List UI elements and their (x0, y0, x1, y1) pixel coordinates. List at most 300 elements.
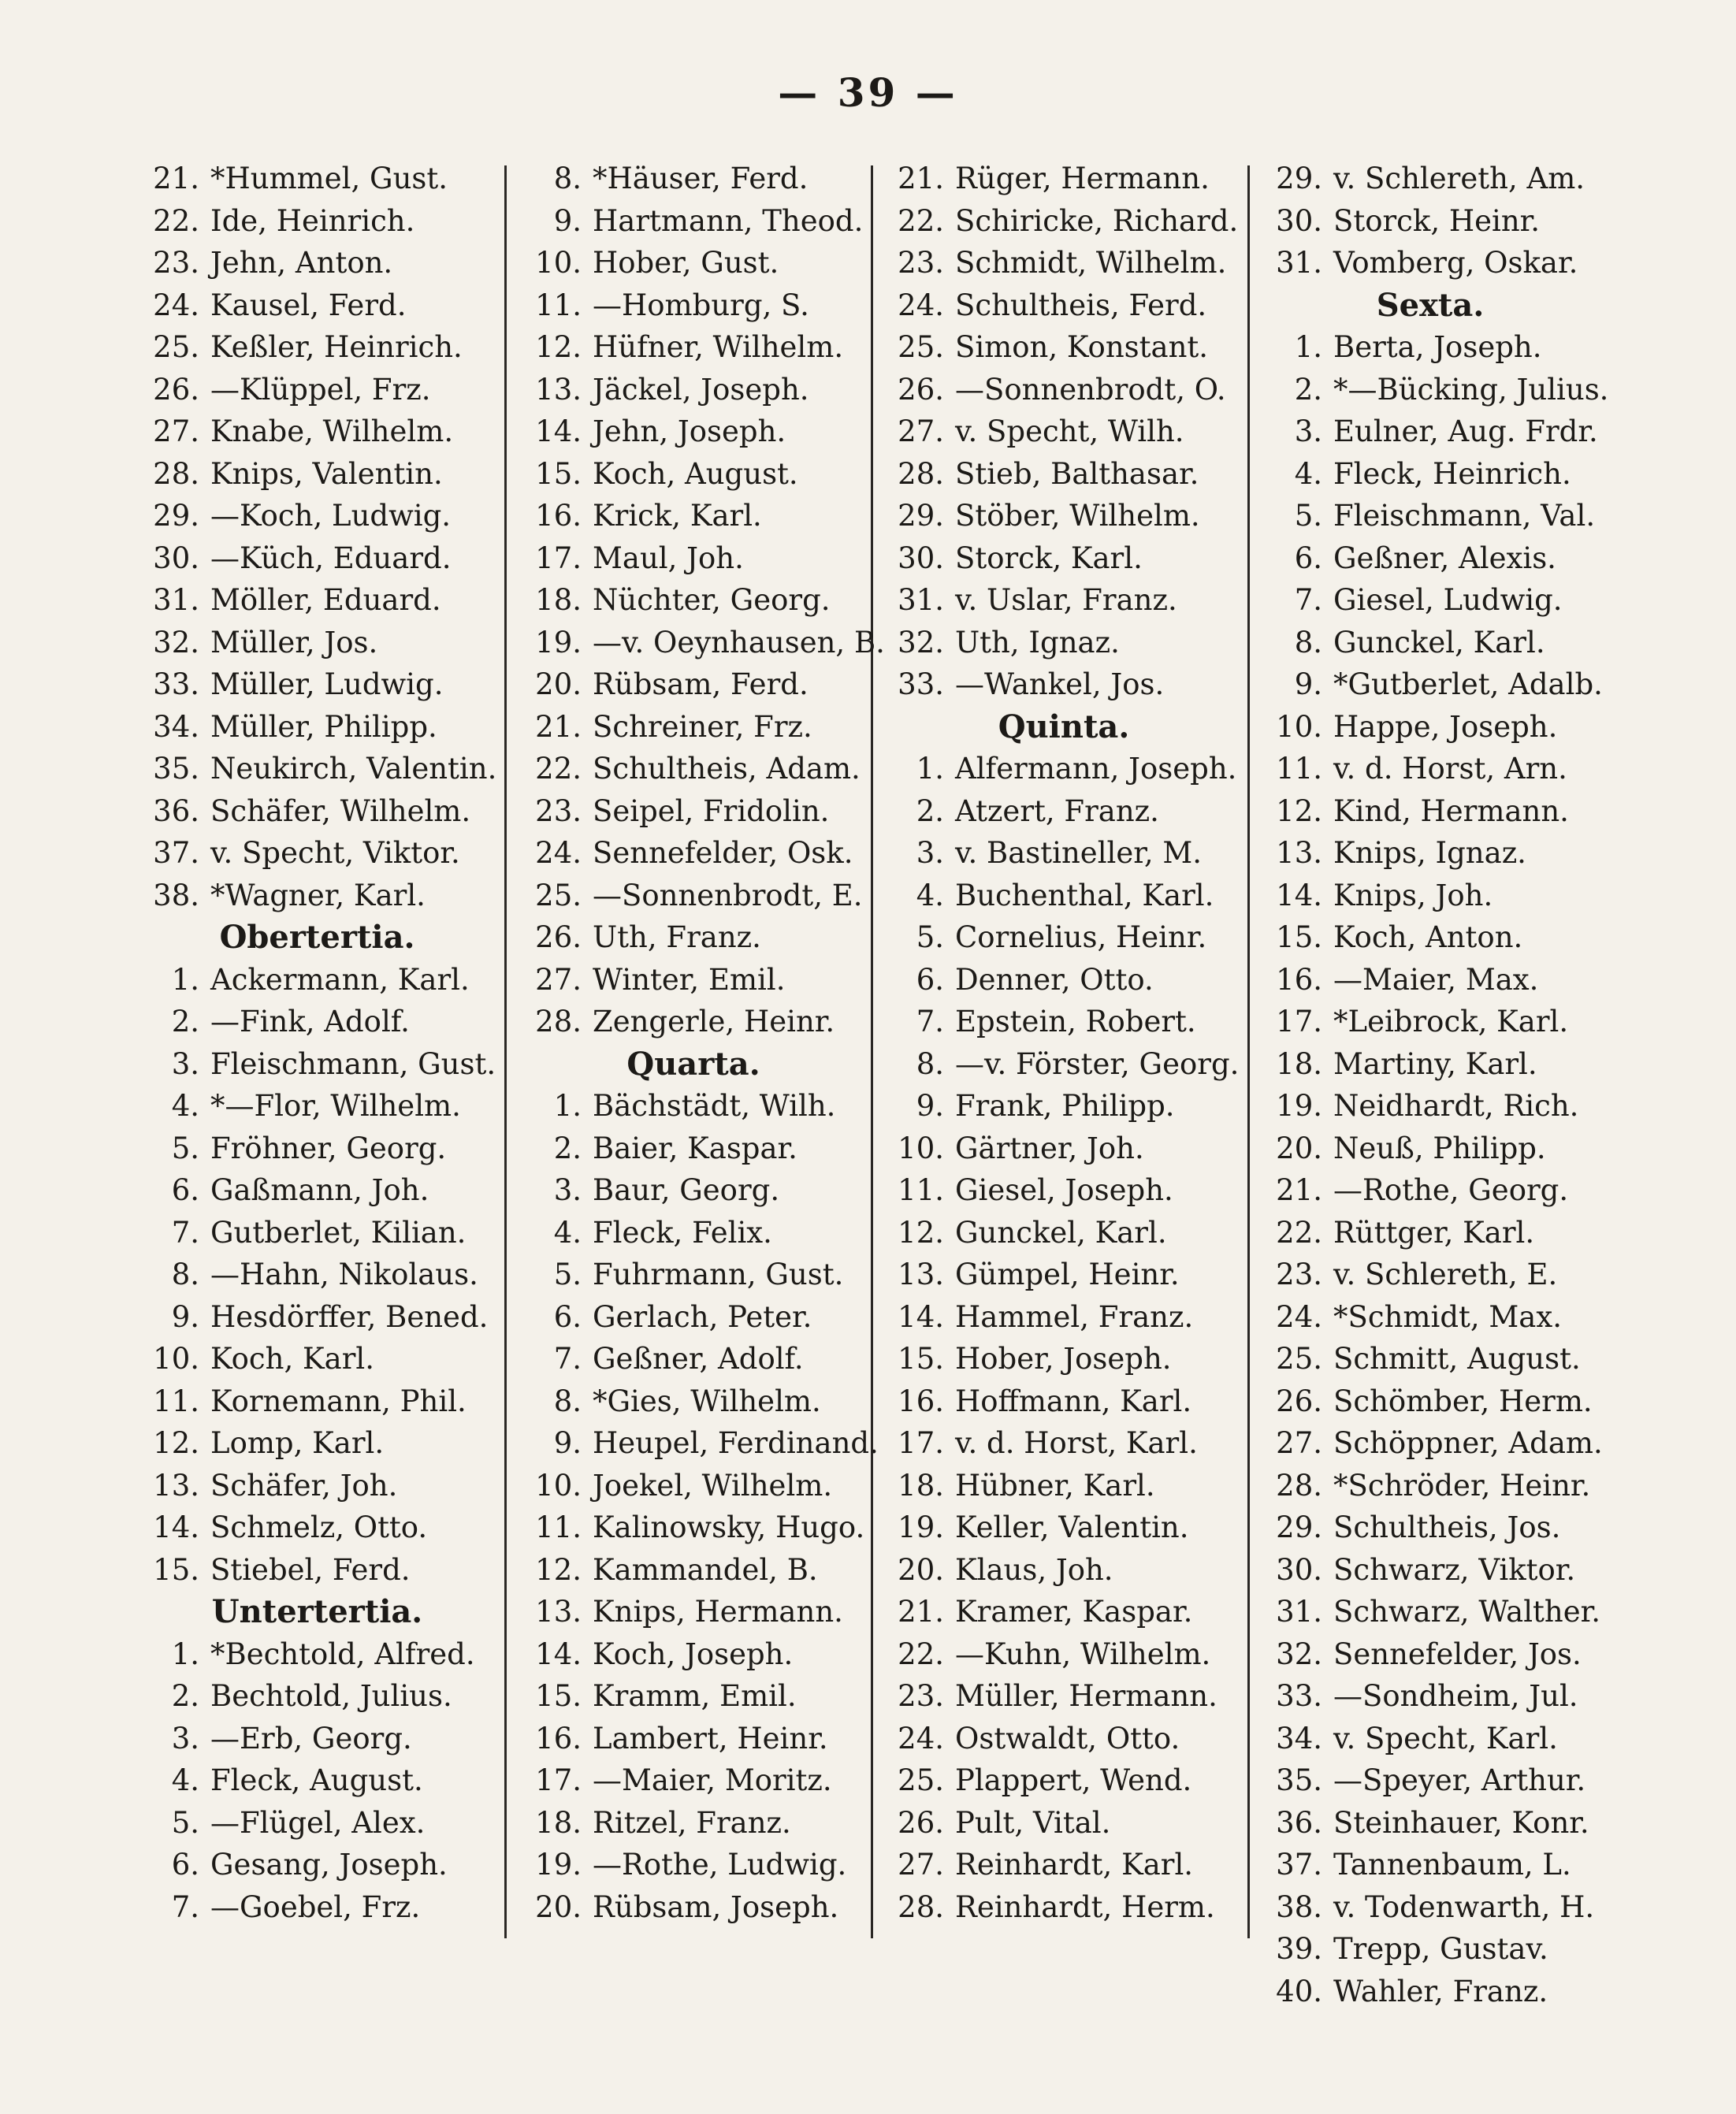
entry-number: 22. (1276, 1215, 1322, 1250)
entry-number: 30. (1276, 1552, 1322, 1587)
name-column-4 (1261, 158, 1609, 2012)
student-entry (138, 326, 496, 369)
entry-number: 15. (535, 1679, 582, 1713)
entry-number: 26. (535, 920, 582, 954)
student-name: Jehn, Anton. (210, 246, 393, 280)
entry-number: 19. (535, 625, 582, 659)
entry-number: 1. (171, 962, 199, 997)
student-entry (883, 1549, 1245, 1592)
entry-number: 32. (1276, 1637, 1322, 1671)
student-entry (520, 1549, 867, 1592)
entry-number: 23. (898, 1679, 944, 1713)
entry-number: 6. (1294, 541, 1322, 575)
student-name: Storck, Karl. (955, 541, 1143, 575)
student-name: Geßner, Adolf. (593, 1342, 804, 1376)
student-entry (520, 1759, 867, 1802)
student-name: Reinhardt, Karl. (955, 1848, 1194, 1882)
student-entry (520, 1212, 867, 1254)
student-entry (138, 790, 496, 833)
student-name: Uth, Ignaz. (955, 625, 1120, 659)
student-entry (520, 1380, 867, 1423)
student-entry (138, 748, 496, 790)
student-name: Schwarz, Viktor. (1333, 1552, 1576, 1587)
student-name: Knips, Valentin. (210, 456, 443, 491)
student-entry (520, 242, 867, 284)
entry-number: 5. (1294, 499, 1322, 533)
entry-number: 10. (153, 1342, 199, 1376)
student-name: Stiebel, Ferd. (210, 1552, 411, 1587)
entry-number: 2. (171, 1005, 199, 1038)
entry-number: 3. (916, 836, 944, 870)
student-entry (883, 1465, 1245, 1507)
student-name: Denner, Otto. (955, 962, 1154, 997)
student-entry (1261, 959, 1600, 1001)
entry-number: 25. (535, 878, 582, 912)
student-name: Schiricke, Richard. (955, 203, 1239, 238)
entry-number: 5. (553, 1258, 582, 1291)
entry-number: 28. (153, 456, 199, 491)
student-name: —v. Oeynhausen, B. (593, 625, 885, 659)
student-name: Schultheis, Adam. (593, 752, 861, 786)
entry-number: 13. (1276, 836, 1322, 870)
student-entry (138, 1254, 496, 1296)
student-entry (138, 411, 496, 453)
entry-number: 11. (535, 1510, 582, 1544)
student-entry (138, 1128, 496, 1170)
student-entry (1261, 369, 1609, 411)
entry-number: 6. (916, 962, 944, 997)
student-entry (520, 1718, 867, 1760)
student-name: Lambert, Heinr. (593, 1721, 828, 1755)
student-entry (1261, 1633, 1600, 1676)
column-divider (504, 165, 507, 1938)
student-name: Eulner, Aug. Frdr. (1333, 414, 1598, 448)
student-name: —Maier, Max. (1333, 962, 1539, 997)
student-entry (1261, 1718, 1600, 1760)
student-entry (138, 1001, 496, 1043)
entry-number: 27. (153, 414, 199, 448)
student-entry (520, 1001, 867, 1043)
student-name: Fleck, Felix. (593, 1215, 772, 1250)
entry-number: 29. (1276, 1510, 1322, 1544)
student-entry (883, 158, 1245, 200)
page-number: — 39 — (778, 69, 958, 116)
entry-number: 28. (898, 456, 944, 491)
student-entry (883, 1886, 1245, 1929)
student-entry (883, 411, 1245, 453)
student-name: Koch, Joseph. (593, 1637, 794, 1671)
entry-number: 38. (153, 878, 199, 912)
entry-number: 5. (171, 1131, 199, 1165)
entry-number: 20. (1276, 1131, 1322, 1165)
student-name: Hammel, Franz. (955, 1299, 1194, 1334)
student-entry (520, 1254, 867, 1296)
student-name: —Rothe, Georg. (1333, 1173, 1569, 1207)
student-name: Rübsam, Joseph. (593, 1889, 839, 1924)
student-entry (1261, 495, 1600, 537)
student-entry (138, 579, 496, 622)
student-entry (520, 1128, 867, 1170)
entry-number: 31. (1276, 246, 1322, 280)
student-entry (520, 1296, 867, 1339)
student-entry (520, 1675, 867, 1718)
entry-number: 16. (535, 499, 582, 533)
student-name: —Sondheim, Jul. (1333, 1679, 1578, 1713)
student-entry (1261, 1549, 1600, 1592)
entry-number: 18. (535, 583, 582, 617)
entry-number: 3. (171, 1721, 199, 1755)
student-name: Klaus, Joh. (955, 1552, 1113, 1587)
student-entry (138, 1043, 496, 1086)
entry-number: 7. (916, 1005, 944, 1038)
entry-number: 1. (916, 752, 944, 786)
name-column-2 (520, 158, 885, 1928)
entry-number: 20. (535, 1889, 582, 1924)
student-entry (1261, 790, 1600, 833)
student-name: Gaßmann, Joh. (210, 1173, 429, 1207)
entry-number: 9. (553, 1426, 582, 1460)
student-name: Wahler, Franz. (1333, 1974, 1548, 2008)
entry-number: 20. (898, 1552, 944, 1587)
student-name: Vomberg, Oskar. (1333, 246, 1578, 280)
student-entry (883, 1422, 1245, 1465)
student-entry (883, 1001, 1245, 1043)
student-name: Geßner, Alexis. (1333, 541, 1556, 575)
student-name: Schöppner, Adam. (1333, 1426, 1603, 1460)
student-entry (520, 1169, 867, 1212)
student-entry (1261, 748, 1600, 790)
student-name: v. d. Horst, Karl. (955, 1426, 1198, 1460)
student-entry (520, 1886, 867, 1929)
student-entry (520, 1085, 867, 1128)
student-name: *Schmidt, Max. (1333, 1299, 1562, 1334)
student-name: Ritzel, Franz. (593, 1805, 791, 1840)
entry-number: 15. (1276, 920, 1322, 954)
class-heading: Untertertia. (211, 1593, 423, 1630)
student-entry (1261, 1001, 1600, 1043)
student-entry (520, 453, 867, 496)
student-name: —Speyer, Arthur. (1333, 1763, 1586, 1797)
student-name: Rüttger, Karl. (1333, 1215, 1535, 1250)
entry-number: 38. (1276, 1889, 1322, 1924)
student-name: Pult, Vital. (955, 1805, 1111, 1840)
entry-number: 13. (153, 1468, 199, 1503)
student-entry (883, 537, 1245, 580)
student-name: Alfermann, Joseph. (955, 752, 1237, 786)
student-entry (1261, 832, 1600, 875)
student-name: Schäfer, Joh. (210, 1468, 398, 1503)
entry-number: 22. (153, 203, 199, 238)
student-entry (883, 369, 1245, 411)
student-name: Berta, Joseph. (1333, 330, 1542, 364)
entry-number: 25. (898, 330, 944, 364)
entry-number: 3. (1294, 414, 1322, 448)
student-entry (520, 284, 867, 327)
student-name: Stieb, Balthasar. (955, 456, 1199, 491)
student-name: Möller, Eduard. (210, 583, 441, 617)
entry-number: 29. (898, 499, 944, 533)
student-name: Tannenbaum, L. (1333, 1848, 1571, 1882)
entry-number: 33. (1276, 1679, 1322, 1713)
student-entry (138, 1633, 496, 1676)
entry-number: 27. (1276, 1426, 1322, 1460)
student-entry (520, 369, 867, 411)
student-name: Ide, Heinrich. (210, 203, 415, 238)
student-name: Neuß, Philipp. (1333, 1131, 1546, 1165)
student-name: Uth, Franz. (593, 920, 761, 954)
student-entry (520, 1591, 867, 1633)
student-name: Schwarz, Walther. (1333, 1595, 1601, 1629)
entry-number: 22. (535, 752, 582, 786)
student-entry (883, 1212, 1245, 1254)
student-entry (1261, 622, 1600, 664)
entry-number: 6. (171, 1173, 199, 1207)
student-name: Gutberlet, Kilian. (210, 1215, 467, 1250)
entry-number: 4. (553, 1215, 582, 1250)
name-column-3 (883, 158, 1245, 1928)
student-name: Kausel, Ferd. (210, 288, 407, 322)
entry-number: 8. (171, 1258, 199, 1291)
student-name: Atzert, Franz. (955, 793, 1159, 828)
student-name: Hüfner, Wilhelm. (593, 330, 844, 364)
student-name: v. Specht, Karl. (1333, 1721, 1558, 1755)
entry-number: 10. (1276, 709, 1322, 744)
entry-number: 2. (171, 1679, 199, 1713)
entry-number: 26. (898, 1805, 944, 1840)
entry-number: 27. (535, 962, 582, 997)
student-name: Giesel, Joseph. (955, 1173, 1173, 1207)
student-name: Knabe, Wilhelm. (210, 414, 454, 448)
entry-number: 15. (153, 1552, 199, 1587)
entry-number: 9. (171, 1299, 199, 1334)
student-entry (520, 158, 867, 200)
student-name: *Leibrock, Karl. (1333, 1005, 1569, 1038)
entry-number: 23. (898, 246, 944, 280)
student-entry (1261, 1296, 1600, 1339)
entry-number: 28. (898, 1889, 944, 1924)
student-name: —Klüppel, Frz. (210, 372, 431, 407)
student-entry (1261, 1212, 1600, 1254)
column-divider (1247, 165, 1250, 1938)
student-name: Maul, Joh. (593, 541, 744, 575)
student-entry (883, 1675, 1245, 1718)
entry-number: 34. (153, 709, 199, 744)
entry-number: 28. (535, 1005, 582, 1038)
student-entry (138, 875, 496, 917)
entry-number: 12. (535, 330, 582, 364)
entry-number: 13. (535, 1595, 582, 1629)
entry-number: 34. (1276, 1721, 1322, 1755)
entry-number: 17. (898, 1426, 944, 1460)
entry-number: 15. (535, 456, 582, 491)
student-entry (883, 284, 1245, 327)
student-entry (883, 875, 1245, 917)
student-name: Fuhrmann, Gust. (593, 1258, 844, 1291)
student-entry (1261, 1254, 1600, 1296)
entry-number: 2. (916, 793, 944, 828)
entry-number: 14. (535, 414, 582, 448)
entry-number: 12. (898, 1215, 944, 1250)
student-name: Schäfer, Wilhelm. (210, 793, 471, 828)
student-entry (1261, 537, 1600, 580)
student-name: v. Schlereth, Am. (1333, 162, 1585, 195)
student-entry (138, 537, 496, 580)
student-name: Hober, Joseph. (955, 1342, 1172, 1376)
entry-number: 4. (916, 878, 944, 912)
student-entry (520, 663, 867, 706)
student-name: —Goebel, Frz. (210, 1889, 421, 1924)
student-name: Schmitt, August. (1333, 1342, 1581, 1376)
student-entry (1261, 1465, 1600, 1507)
entry-number: 1. (553, 1089, 582, 1123)
student-name: *Gutberlet, Adalb. (1333, 667, 1603, 701)
student-entry (520, 1465, 867, 1507)
entry-number: 28. (1276, 1468, 1322, 1503)
entry-number: 35. (153, 752, 199, 786)
entry-number: 11. (898, 1173, 944, 1207)
student-name: *Häuser, Ferd. (593, 162, 809, 195)
student-entry (138, 1507, 496, 1549)
student-name: Sennefelder, Osk. (593, 836, 853, 870)
entry-number: 35. (1276, 1763, 1322, 1797)
student-entry (883, 1633, 1245, 1676)
student-entry (520, 1802, 867, 1845)
student-name: Fleck, August. (210, 1763, 423, 1797)
student-entry (520, 537, 867, 580)
student-entry (1261, 1507, 1600, 1549)
student-entry (883, 1380, 1245, 1423)
student-name: Heupel, Ferdinand. (593, 1426, 879, 1460)
student-name: Happe, Joseph. (1333, 709, 1558, 744)
entry-number: 18. (535, 1805, 582, 1840)
student-entry (520, 1338, 867, 1380)
student-entry (138, 369, 496, 411)
student-name: Frank, Philipp. (955, 1089, 1175, 1123)
student-entry (138, 1549, 496, 1592)
student-name: Koch, Anton. (1333, 920, 1523, 954)
entry-number: 36. (153, 793, 199, 828)
student-entry (1261, 158, 1600, 200)
entry-number: 30. (153, 541, 199, 575)
student-entry (1261, 1802, 1600, 1845)
student-name: Gümpel, Heinr. (955, 1258, 1180, 1291)
entry-number: 24. (898, 1721, 944, 1755)
student-entry (138, 832, 496, 875)
student-name: Nüchter, Georg. (593, 583, 831, 617)
student-name: Knips, Hermann. (593, 1595, 843, 1629)
student-entry (138, 453, 496, 496)
entry-number: 20. (535, 667, 582, 701)
entry-number: 24. (535, 836, 582, 870)
entry-number: 16. (535, 1721, 582, 1755)
student-name: Keller, Valentin. (955, 1510, 1189, 1544)
student-entry (883, 1254, 1245, 1296)
student-name: Gesang, Joseph. (210, 1848, 448, 1882)
entry-number: 5. (916, 920, 944, 954)
student-name: Baur, Georg. (593, 1173, 780, 1207)
student-name: —Fink, Adolf. (210, 1005, 410, 1038)
entry-number: 24. (898, 288, 944, 322)
name-column-1 (138, 158, 496, 1928)
entry-number: 25. (898, 1763, 944, 1797)
student-name: *Wagner, Karl. (210, 878, 426, 912)
student-name: Gärtner, Joh. (955, 1131, 1144, 1165)
student-name: v. Uslar, Franz. (955, 583, 1177, 617)
student-name: Trepp, Gustav. (1333, 1932, 1548, 1966)
entry-number: 13. (898, 1258, 944, 1291)
student-name: *Schröder, Heinr. (1333, 1468, 1591, 1503)
student-name: Kalinowsky, Hugo. (593, 1510, 865, 1544)
student-entry (1261, 1759, 1600, 1802)
entry-number: 8. (553, 1384, 582, 1418)
student-entry (520, 1507, 867, 1549)
student-name: *Gies, Wilhelm. (593, 1384, 821, 1418)
student-name: Storck, Heinr. (1333, 203, 1541, 238)
student-entry (138, 284, 496, 327)
student-name: Ackermann, Karl. (210, 962, 470, 997)
entry-number: 29. (153, 499, 199, 533)
student-name: Gerlach, Peter. (593, 1299, 812, 1334)
entry-number: 11. (1276, 752, 1322, 786)
entry-number: 3. (171, 1046, 199, 1081)
entry-number: 7. (553, 1342, 582, 1376)
student-entry (138, 1212, 496, 1254)
entry-number: 39. (1276, 1932, 1322, 1966)
class-heading: Quarta. (626, 1045, 760, 1083)
entry-number: 10. (535, 1468, 582, 1503)
student-entry (138, 1338, 496, 1380)
student-name: *Bechtold, Alfred. (210, 1637, 475, 1671)
student-entry (138, 242, 496, 284)
student-entry (138, 622, 496, 664)
entry-number: 9. (916, 1089, 944, 1123)
student-entry (520, 622, 885, 664)
student-name: Plappert, Wend. (955, 1763, 1192, 1797)
student-name: Neukirch, Valentin. (210, 752, 497, 786)
student-entry (138, 1296, 496, 1339)
student-name: —Küch, Eduard. (210, 541, 452, 575)
student-entry (520, 579, 867, 622)
student-name: Ostwaldt, Otto. (955, 1721, 1180, 1755)
student-name: Rübsam, Ferd. (593, 667, 809, 701)
student-name: —Rothe, Ludwig. (593, 1848, 847, 1882)
student-name: Buchenthal, Karl. (955, 878, 1214, 912)
student-name: —Sonnenbrodt, E. (593, 878, 863, 912)
student-entry (138, 959, 496, 1001)
student-entry (1261, 200, 1600, 243)
column-divider (871, 165, 873, 1938)
entry-number: 32. (898, 625, 944, 659)
student-entry (1261, 1043, 1600, 1086)
entry-number: 26. (898, 372, 944, 407)
entry-number: 14. (535, 1637, 582, 1671)
student-name: Kornemann, Phil. (210, 1384, 467, 1418)
student-name: Koch, Karl. (210, 1342, 374, 1376)
entry-number: 3. (553, 1173, 582, 1207)
student-entry (1261, 242, 1600, 284)
student-entry (520, 411, 867, 453)
entry-number: 9. (553, 203, 582, 238)
student-name: —Flügel, Alex. (210, 1805, 426, 1840)
student-name: Schömber, Herm. (1333, 1384, 1593, 1418)
entry-number: 1. (1294, 330, 1322, 364)
student-name: Gunckel, Karl. (1333, 625, 1545, 659)
student-name: Kind, Hermann. (1333, 793, 1569, 828)
student-name: —Wankel, Jos. (955, 667, 1165, 701)
entry-number: 26. (1276, 1384, 1322, 1418)
entry-number: 30. (1276, 203, 1322, 238)
student-name: Fröhner, Georg. (210, 1131, 447, 1165)
